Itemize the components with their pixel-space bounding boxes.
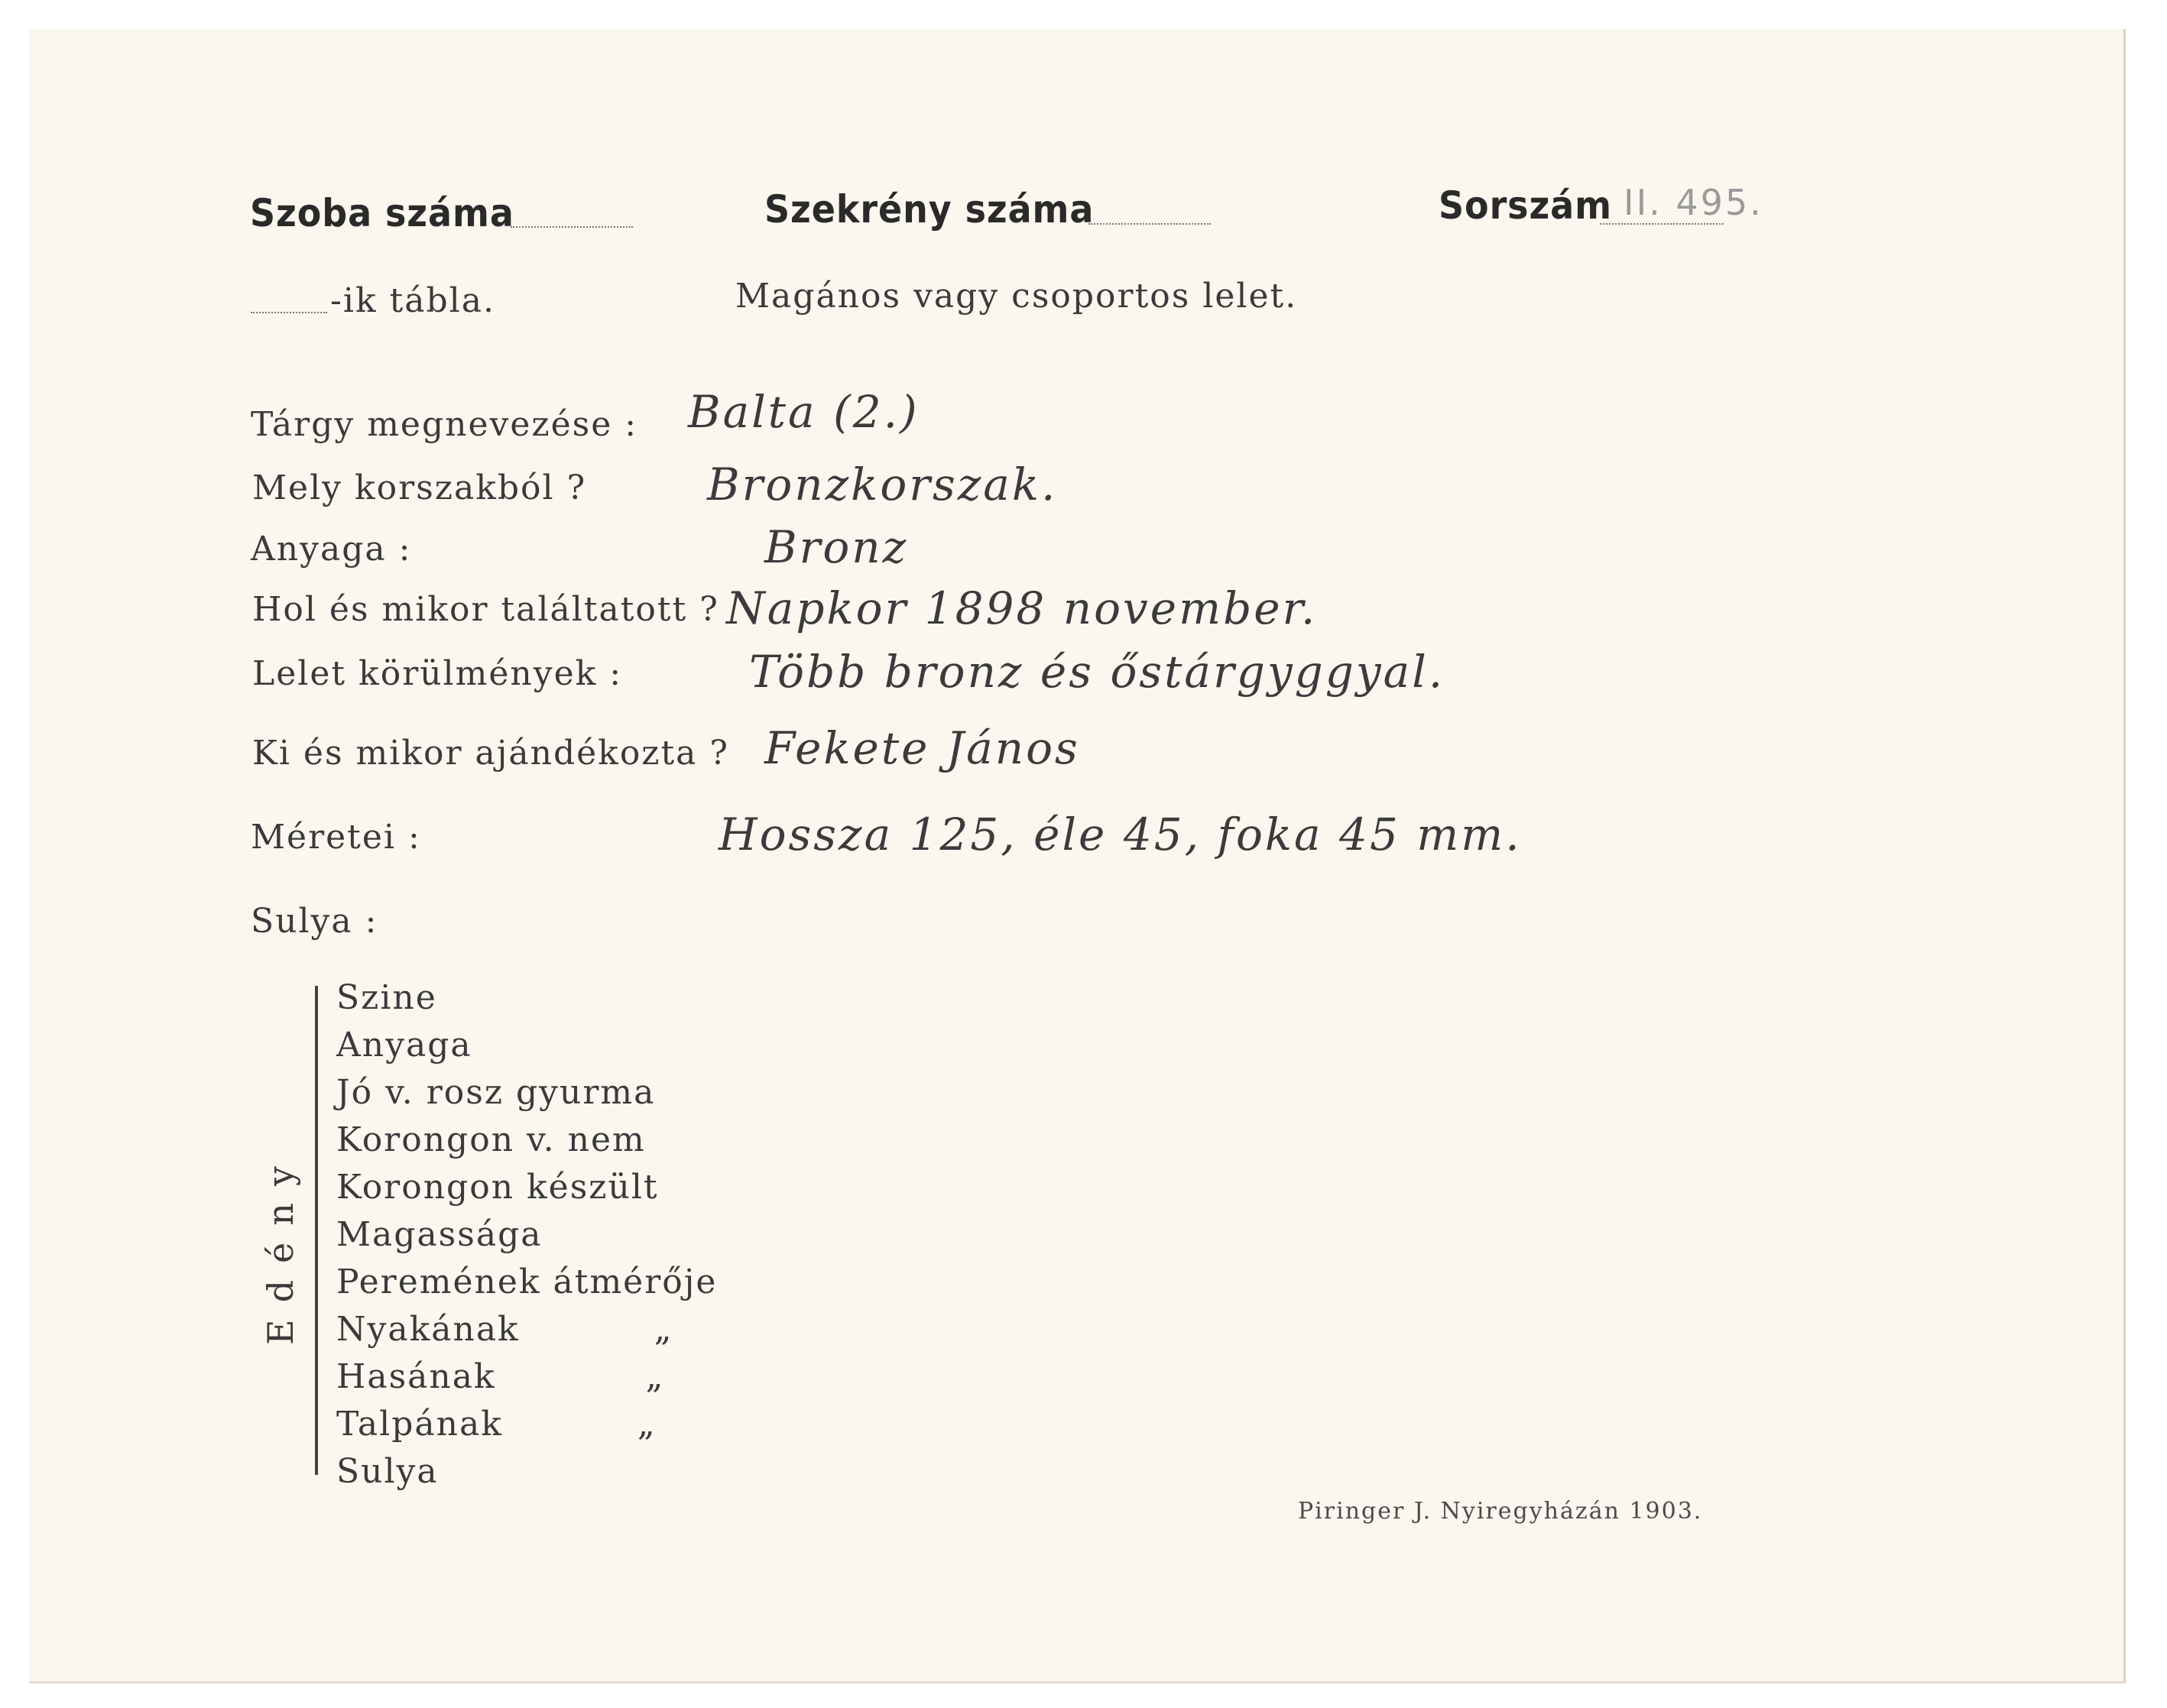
table-number-field xyxy=(251,312,327,313)
room-number-field xyxy=(511,226,633,228)
vessel-item-wheel-made: Korongon készült xyxy=(336,1168,659,1207)
vessel-item-height: Magassága xyxy=(336,1215,543,1254)
object-name-value: Balta (2.) xyxy=(688,386,920,438)
cabinet-number-label: Szekrény száma xyxy=(764,187,1095,232)
dimensions-value: Hossza 125, éle 45, foka 45 mm. xyxy=(719,809,1522,860)
material-label: Anyaga : xyxy=(251,530,412,569)
vessel-item-wheel-or-not: Korongon v. nem xyxy=(336,1120,646,1159)
vessel-item-neck: Nyakának „ xyxy=(336,1310,673,1349)
vessel-item-color: Szine xyxy=(336,978,437,1017)
weight-label: Sulya : xyxy=(251,902,378,941)
find-place-date-value: Napkor 1898 november. xyxy=(726,582,1318,634)
dimensions-label: Méretei : xyxy=(251,818,421,857)
serial-number-field xyxy=(1600,223,1724,225)
find-circumstances-label: Lelet körülmények : xyxy=(252,654,623,693)
vessel-item-base: Talpának „ xyxy=(336,1405,657,1444)
find-place-date-label: Hol és mikor találtatott ? xyxy=(252,590,719,629)
table-number-label: -ik tábla. xyxy=(330,281,495,320)
vessel-item-material: Anyaga xyxy=(336,1026,472,1065)
room-number-label: Szoba száma xyxy=(250,191,514,235)
vessel-item-clay-quality: Jó v. rosz gyurma xyxy=(336,1073,656,1112)
material-value: Bronz xyxy=(764,521,909,573)
donor-value: Fekete János xyxy=(764,722,1080,774)
vessel-brace xyxy=(315,986,327,1475)
vessel-item-belly: Hasának „ xyxy=(336,1357,665,1396)
vessel-item-rim-diameter: Peremének átmérője xyxy=(336,1262,718,1301)
find-type-label: Magános vagy csoportos lelet. xyxy=(735,277,1298,316)
donor-label: Ki és mikor ajándékozta ? xyxy=(252,734,729,773)
period-value: Bronzkorszak. xyxy=(707,459,1058,510)
object-name-label: Tárgy megnevezése : xyxy=(251,405,638,444)
vessel-heading: Edény xyxy=(260,1149,301,1345)
serial-number-value: II. 495. xyxy=(1624,182,1763,223)
serial-number-label: Sorszám xyxy=(1439,183,1612,228)
vessel-item-weight: Sulya xyxy=(336,1452,439,1491)
printer-imprint: Piringer J. Nyiregyházán 1903. xyxy=(1298,1498,1703,1525)
period-label: Mely korszakból ? xyxy=(252,468,587,507)
find-circumstances-value: Több bronz és őstárgyggyal. xyxy=(749,646,1445,698)
cabinet-number-field xyxy=(1088,223,1211,225)
